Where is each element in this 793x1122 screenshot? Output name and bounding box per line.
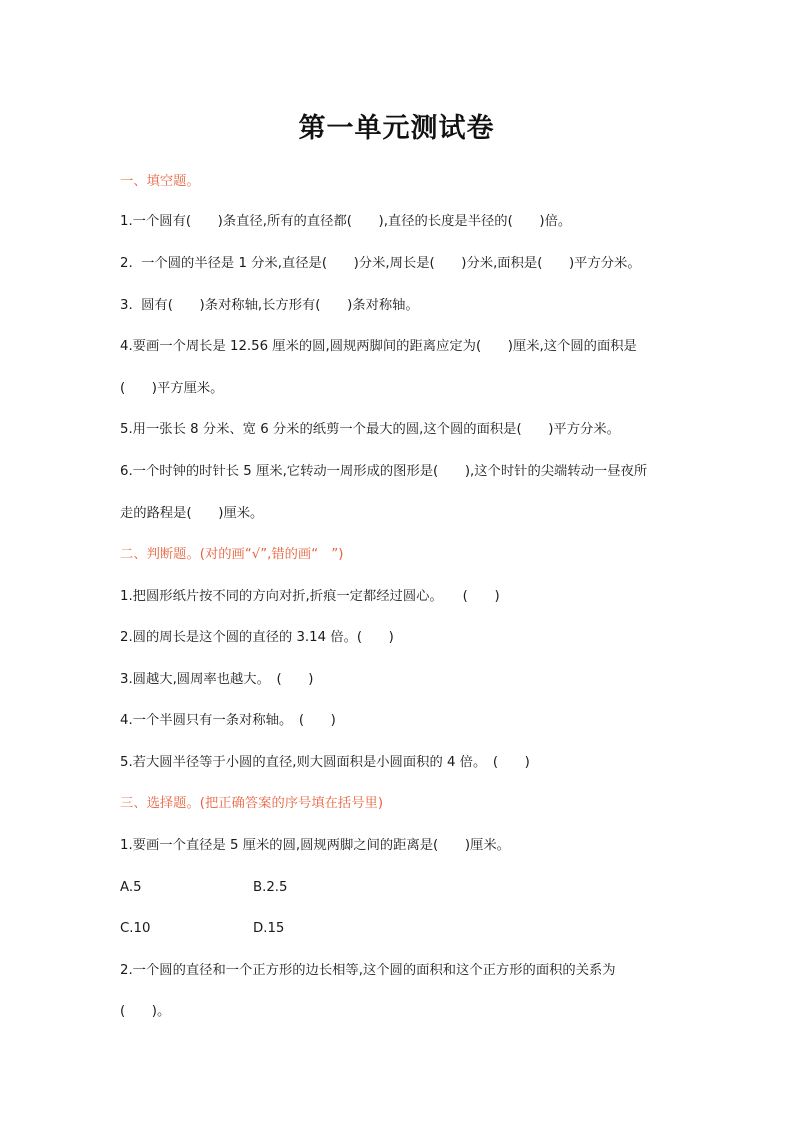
- question-3-1: 1.要画一个直径是 5 厘米的圆,圆规两脚之间的距离是( )厘米。: [120, 838, 510, 853]
- question-1-6-line2: 走的路程是( )厘米。: [120, 506, 264, 521]
- option-d: D.15: [253, 921, 285, 936]
- question-1-1: 1.一个圆有( )条直径,所有的直径都( ),直径的长度是半径的( )倍。: [120, 214, 572, 229]
- question-2-3: 3.圆越大,圆周率也越大。 ( ): [120, 672, 314, 687]
- question-2-5: 5.若大圆半径等于小圆的直径,则大圆面积是小圆面积的 4 倍。 ( ): [120, 755, 530, 770]
- section-heading-true-false: 二、判断题。(对的画“√”,错的画“ ”): [120, 547, 344, 562]
- question-3-2-line1: 2.一个圆的直径和一个正方形的边长相等,这个圆的面积和这个正方形的面积的关系为: [120, 963, 616, 978]
- option-c: C.10: [120, 921, 151, 936]
- question-3-2-line2: ( )。: [120, 1004, 171, 1019]
- question-2-2: 2.圆的周长是这个圆的直径的 3.14 倍。( ): [120, 630, 394, 645]
- section-heading-fill-in: 一、填空题。: [120, 174, 200, 189]
- question-1-5: 5.用一张长 8 分米、宽 6 分米的纸剪一个最大的圆,这个圆的面积是( )平方分米。: [120, 422, 620, 437]
- question-2-4: 4.一个半圆只有一条对称轴。 ( ): [120, 713, 336, 728]
- question-2-1: 1.把圆形纸片按不同的方向对折,折痕一定都经过圆心。 ( ): [120, 589, 500, 604]
- section-heading-multiple-choice: 三、选择题。(把正确答案的序号填在括号里): [120, 796, 384, 811]
- option-a: A.5: [120, 880, 142, 895]
- question-1-4-line1: 4.要画一个周长是 12.56 厘米的圆,圆规两脚间的距离应定为( )厘米,这个圆的面积是: [120, 339, 637, 354]
- question-1-6-line1: 6.一个时钟的时针长 5 厘米,它转动一周形成的图形是( ),这个时针的尖端转动一昼夜所: [120, 464, 648, 479]
- question-1-3: 3. 圆有( )条对称轴,长方形有( )条对称轴。: [120, 298, 419, 313]
- question-1-2: 2. 一个圆的半径是 1 分米,直径是( )分米,周长是( )分米,面积是( )平方分米。: [120, 256, 641, 271]
- page-title: 第一单元测试卷: [298, 113, 495, 144]
- question-1-4-line2: ( )平方厘米。: [120, 381, 224, 396]
- option-b: B.2.5: [253, 880, 288, 895]
